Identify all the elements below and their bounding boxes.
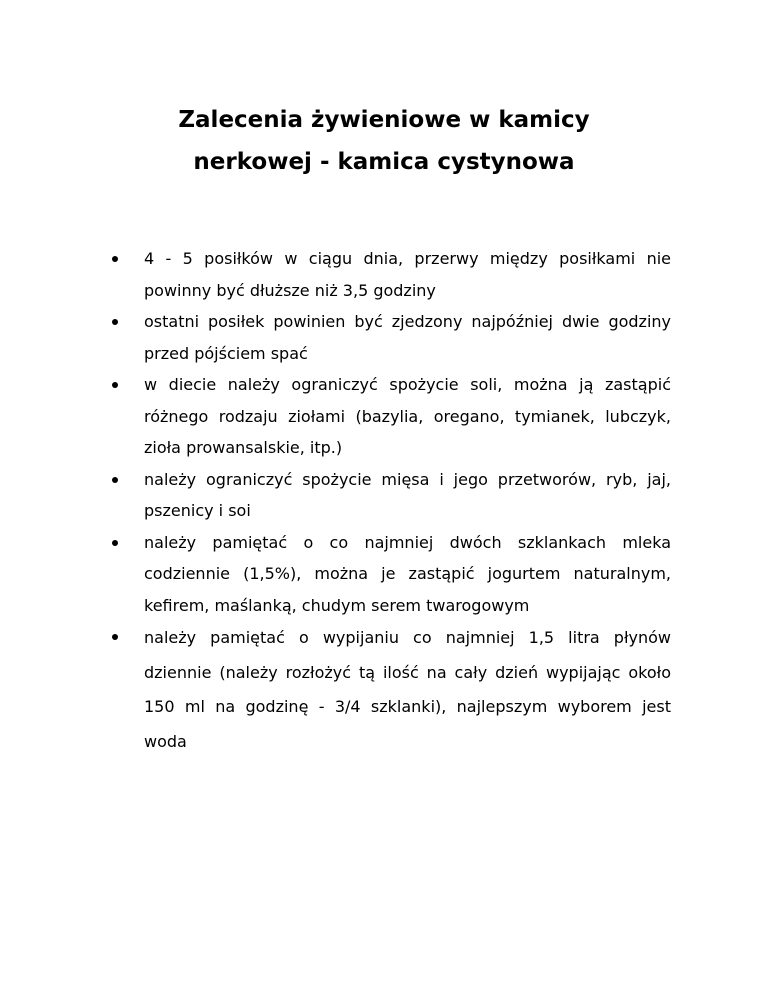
document-title	[0, 99, 768, 183]
list-item	[100, 527, 671, 622]
recommendations-list	[100, 243, 671, 759]
list-item-text: ostatni posiłek powinien być zjedzony najpóźniej dwie godziny przed pójściem spać	[144, 312, 671, 363]
bullet-icon	[112, 540, 118, 546]
bullet-icon	[112, 256, 118, 262]
list-item-text: 4 - 5 posiłków w ciągu dnia, przerwy między posiłkami nie powinny być dłuższe niż 3,5 godziny	[144, 249, 671, 300]
bullet-icon	[112, 477, 118, 483]
list-item	[100, 306, 671, 369]
list-item-text: należy pamiętać o wypijaniu co najmniej 1,5 litra płynów dziennie (należy rozłożyć tą ilość na cały dzień wypijając około 150 ml na godzinę - 3/4 szklanki), najlepszym wyborem jest woda	[144, 628, 671, 751]
bullet-icon	[112, 382, 118, 388]
list-item	[100, 369, 671, 464]
bullet-icon	[112, 634, 118, 640]
bullet-icon	[112, 319, 118, 325]
list-item-text: należy pamiętać o co najmniej dwóch szklankach mleka codziennie (1,5%), można je zastąpić jogurtem naturalnym, kefirem, maślanką, chudym serem twarogowym	[144, 532, 671, 615]
list-item-text: w diecie należy ograniczyć spożycie soli, można ją zastąpić różnego rodzaju ziołami (bazylia, oregano, tymianek, lubczyk, zioła prowansalskie, itp.)	[144, 375, 671, 457]
title-line-2: nerkowej - kamica cystynowa	[193, 149, 575, 176]
list-item	[100, 243, 671, 306]
list-item	[100, 621, 671, 759]
list-item-text: należy ograniczyć spożycie mięsa i jego przetworów, ryb, jaj, pszenicy i soi	[144, 469, 671, 520]
title-line-1: Zalecenia żywieniowe w kamicy	[178, 107, 590, 134]
list-item	[100, 464, 671, 527]
